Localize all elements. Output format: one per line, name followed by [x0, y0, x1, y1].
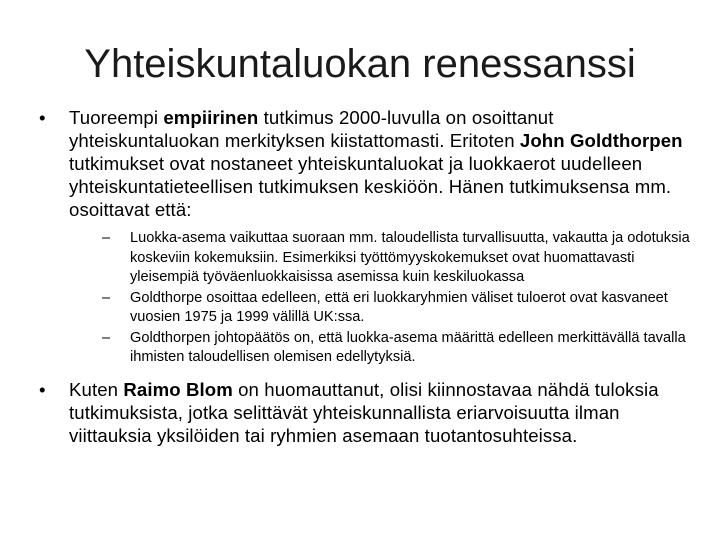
slide-title: Yhteiskuntaluokan renessanssi [84, 42, 636, 86]
subbullet-1 [100, 229, 690, 288]
text-segment: Tuoreempi [69, 107, 164, 128]
text-segment: tutkimus 2000-luvulla on osoittanut yhteiskuntaluokan merkityksen kiistattomasti. Eritoten [69, 107, 554, 151]
subbullet-2 [100, 289, 690, 328]
subbullet-3 [100, 329, 690, 368]
bullet-text [69, 107, 683, 220]
bullet-1 [36, 106, 690, 221]
bullet-marker: • [39, 107, 46, 128]
slide-body [36, 106, 690, 447]
emphasis-empiirinen: empiirinen [163, 107, 259, 128]
subbullet-text: Luokka-asema vaikuttaa suoraan mm. taloudellista turvallisuutta, vakautta ja odotuksia koskeviin kokemuksiin. Esimerkiksi työttömyyskokemukset ovat huomattavasti yleisempiä työväenluokkaisissa asemissa kuin keskiluokassa [130, 230, 690, 285]
bullet-marker: • [39, 378, 46, 400]
bullet-text [69, 379, 659, 446]
subbullet-text: Goldthorpen johtopäätös on, että luokka-asema määrittä edelleen merkittävällä tavalla ihmisten taloudellisen olemisen edellytyksiä. [130, 329, 686, 365]
emphasis-raimo-blom: Raimo Blom [123, 378, 233, 400]
text-segment: tutkimukset ovat nostaneet yhteiskuntaluokat ja luokkaerot uudelleen yhteiskuntatieteellisen tutkimuksen keskiöön. Hänen tutkimuksensa mm. osoittavat että: [69, 153, 672, 220]
bullet-2 [36, 378, 690, 447]
subbullet-text: Goldthorpe osoittaa edelleen, että eri luokkaryhmien väliset tuloerot ovat kasvaneet vuosien 1975 ja 1999 välillä UK:ssa. [130, 289, 668, 325]
subbullet-marker: – [102, 329, 111, 346]
text-segment: on huomauttanut, olisi kiinnostavaa nähdä tuloksia tutkimuksista, jotka selittävät yhteiskunnallista eriarvoisuutta ilman viittauksia yksilöiden tai ryhmien asemaan tuotantosuhteissa. [69, 378, 659, 446]
subbullet-marker: – [102, 230, 111, 246]
subbullet-list [100, 229, 690, 368]
text-segment: Kuten [69, 378, 124, 400]
subbullet-marker: – [102, 289, 111, 306]
emphasis-john-goldthorpen: John Goldthorpen [519, 130, 683, 151]
